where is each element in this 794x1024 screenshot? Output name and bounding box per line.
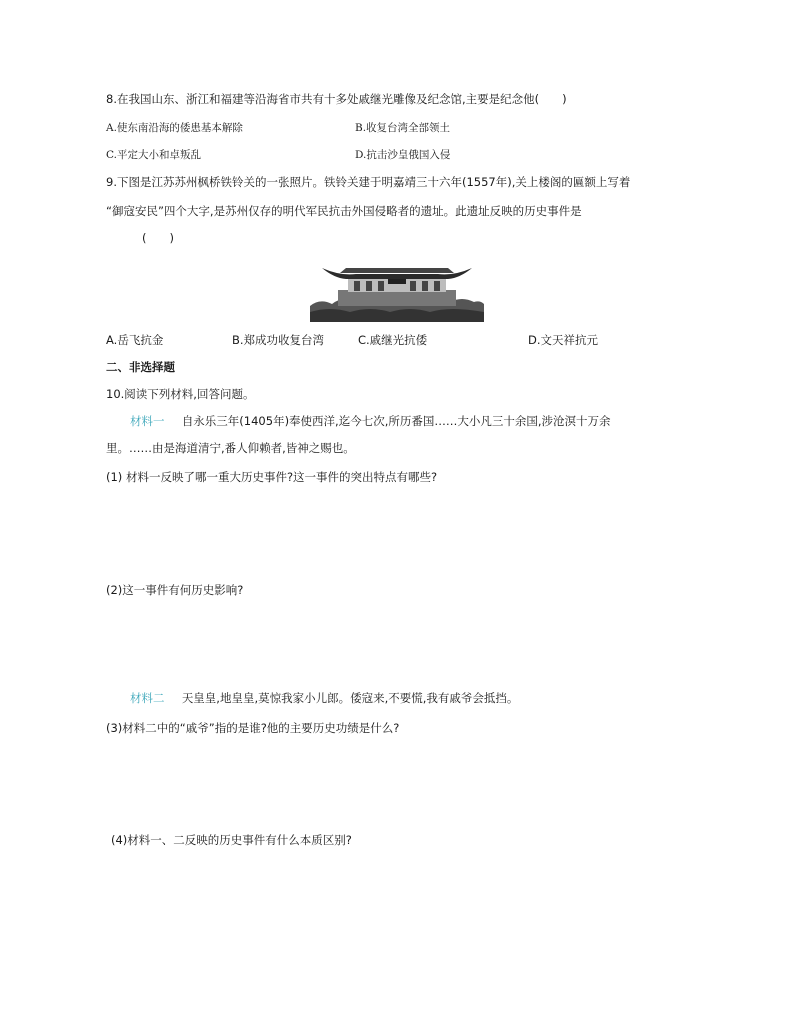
tieling-pass-photo [310, 260, 484, 322]
section-title: 二、非选择题 [106, 360, 175, 374]
material1-label: 材料一 [130, 414, 165, 428]
q9-option-c: C.戚继光抗倭 [358, 333, 428, 347]
q10-sub2: (2)这一事件有何历史影响? [106, 583, 244, 597]
q8-option-c: C.平定大小和卓叛乱 [106, 149, 201, 161]
q10-stem: 10.阅读下列材料,回答问题。 [106, 387, 255, 401]
material2-label: 材料二 [130, 691, 165, 705]
material1-line1 [130, 413, 611, 429]
q8-option-a: A.使东南沿海的倭患基本解除 [106, 122, 243, 134]
q9-bracket: ( ) [142, 231, 174, 245]
material2-text: 天皇皇,地皇皇,莫惊我家小儿郎。倭寇来,不要慌,我有戚爷会抵挡。 [181, 691, 519, 705]
material2-line [130, 690, 518, 706]
q9-option-a: A.岳飞抗金 [106, 333, 164, 347]
q8-stem: 8.在我国山东、浙江和福建等沿海省市共有十多处戚继光雕像及纪念馆,主要是纪念他( ) [106, 92, 567, 106]
material1-text-1: 自永乐三年(1405年)奉使西洋,迄今七次,所历番国……大小凡三十余国,涉沧溟十万余 [181, 414, 611, 428]
q10-sub3: (3)材料二中的“戚爷”指的是谁?他的主要历史功绩是什么? [106, 721, 400, 735]
q9-option-b: B.郑成功收复台湾 [232, 333, 325, 347]
q8-option-b: B.收复台湾全部领土 [355, 122, 451, 134]
material1-line2: 里。……由是海道清宁,番人仰赖者,皆神之赐也。 [106, 441, 355, 455]
q9-option-d: D.文天祥抗元 [528, 333, 599, 347]
q10-sub4: (4)材料一、二反映的历史事件有什么本质区别? [111, 833, 352, 847]
q10-sub1: (1) 材料一反映了哪一重大历史事件?这一事件的突出特点有哪些? [106, 470, 438, 484]
q9-stem-line2: “御寇安民”四个大字,是苏州仅存的明代军民抗击外国侵略者的遗址。此遗址反映的历史事件是 [106, 204, 582, 218]
q9-stem-line1: 9.下图是江苏苏州枫桥铁铃关的一张照片。铁铃关建于明嘉靖三十六年(1557年),关上楼阁的匾额上写着 [106, 175, 631, 189]
q8-option-d: D.抗击沙皇俄国入侵 [355, 149, 451, 161]
